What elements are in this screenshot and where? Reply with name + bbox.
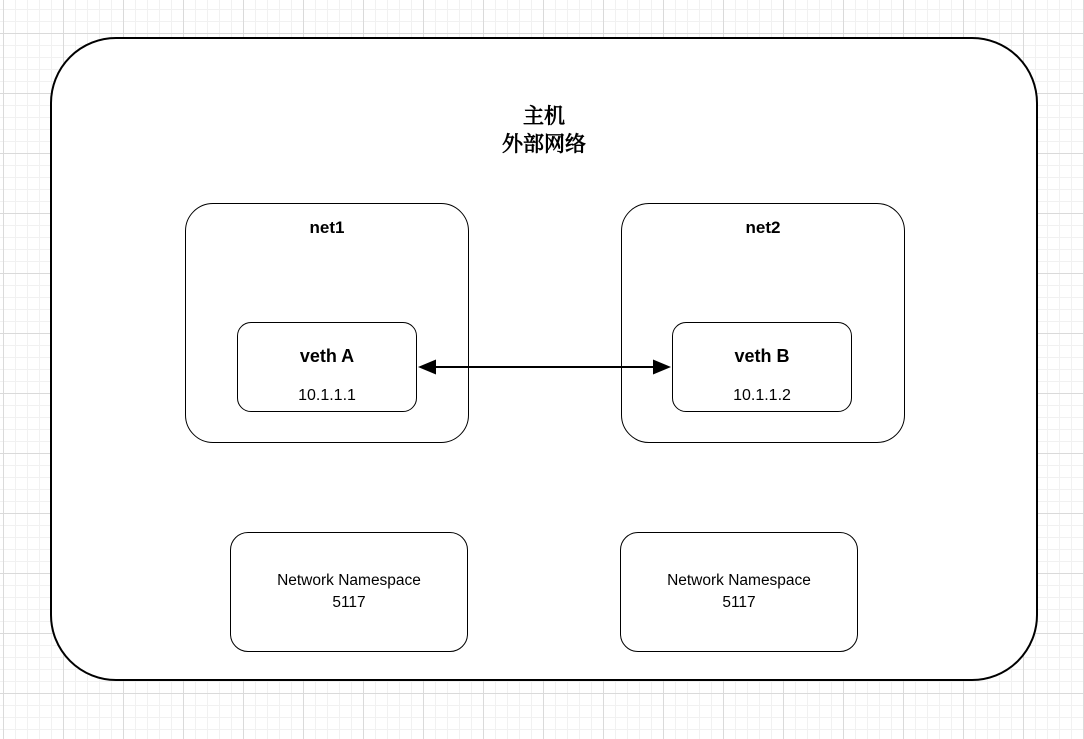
namespace-left-line2: 5117 [332,594,366,611]
namespace-left-line1: Network Namespace [277,572,421,589]
host-title [394,103,694,159]
namespace-right-line1: Network Namespace [667,572,811,589]
veth-b-name: veth B [734,346,790,366]
net2-label: net2 [745,218,781,237]
namespace-right-line2: 5117 [722,594,756,611]
net1-label: net1 [309,218,345,237]
host-title-line2: 外部网络 [502,133,586,156]
namespace-left-box [230,532,468,652]
veth-a-name: veth A [299,346,355,366]
veth-a-ip: 10.1.1.1 [298,387,356,404]
veth-a-box [237,322,417,412]
veth-b-ip: 10.1.1.2 [733,387,791,404]
namespace-right-box [620,532,858,652]
host-title-line1: 主机 [523,105,565,128]
veth-b-box [672,322,852,412]
